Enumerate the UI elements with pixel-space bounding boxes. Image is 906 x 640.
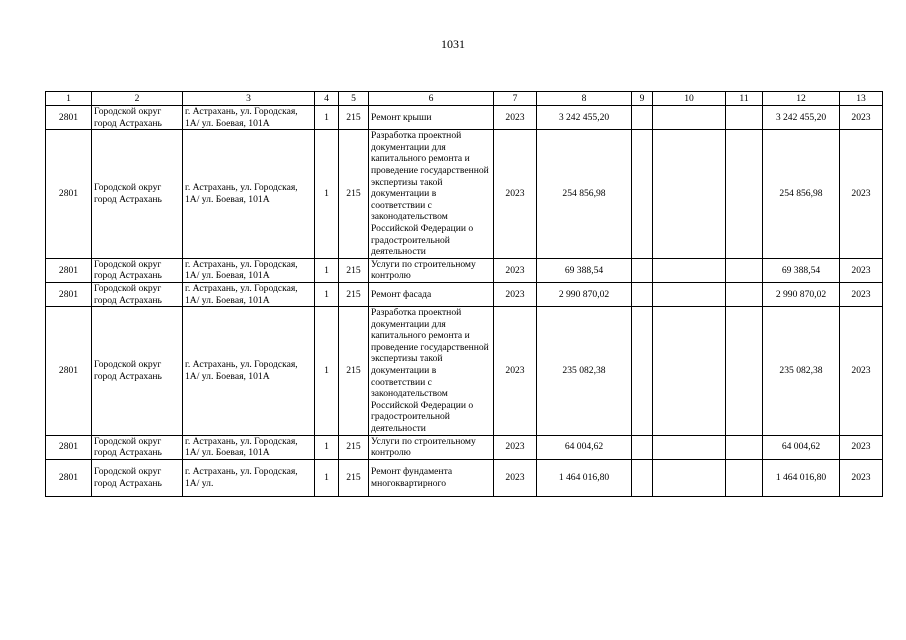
work-type-cell: Ремонт крыши — [369, 106, 494, 130]
completion-year-cell — [840, 459, 883, 496]
object-number-cell: 2801 — [46, 258, 92, 282]
object-number-cell-text: 2801 — [58, 472, 79, 484]
municipality-cell: Городской округ город Астрахань — [92, 282, 183, 306]
address-cell: г. Астрахань, ул. Городская, 1А/ ул. Боевая, 101А — [183, 435, 315, 459]
work-type-cell — [369, 459, 494, 496]
column-11-cell — [726, 258, 763, 282]
completion-year-cell: 2023 — [840, 258, 883, 282]
total-cost-cell: 64 004,62 — [537, 435, 632, 459]
funding-cell: 235 082,38 — [763, 307, 840, 436]
year-cell: 2023 — [494, 282, 537, 306]
column-11-cell — [726, 106, 763, 130]
column-10-cell — [653, 435, 726, 459]
municipality-cell: Городской округ город Астрахань — [92, 130, 183, 259]
table-row — [46, 435, 883, 459]
column-9-cell — [632, 106, 653, 130]
count-cell — [315, 459, 339, 496]
column-11-cell-text — [728, 460, 760, 496]
column-header: 2 — [92, 92, 183, 106]
column-11-cell — [726, 282, 763, 306]
address-cell-text: г. Астрахань, ул. Городская, 1А/ ул. — [185, 466, 298, 489]
completion-year-cell: 2023 — [840, 435, 883, 459]
column-header: 9 — [632, 92, 653, 106]
work-type-cell: Услуги по строительному контролю — [369, 435, 494, 459]
code-cell: 215 — [339, 258, 369, 282]
completion-year-cell-text: 2023 — [851, 472, 871, 484]
column-10-cell — [653, 106, 726, 130]
column-header: 5 — [339, 92, 369, 106]
funding-cell: 254 856,98 — [763, 130, 840, 259]
address-cell: г. Астрахань, ул. Городская, 1А/ ул. Боевая, 101А — [183, 106, 315, 130]
column-9-cell — [632, 435, 653, 459]
column-10-cell — [653, 459, 726, 496]
column-9-cell — [632, 130, 653, 259]
column-10-cell — [653, 258, 726, 282]
column-header: 6 — [369, 92, 494, 106]
column-11-cell — [726, 130, 763, 259]
column-header: 4 — [315, 92, 339, 106]
completion-year-cell: 2023 — [840, 106, 883, 130]
year-cell: 2023 — [494, 435, 537, 459]
funding-cell — [763, 459, 840, 496]
page-number: 1031 — [441, 37, 465, 51]
table-row — [46, 459, 883, 496]
table-row — [46, 130, 883, 259]
address-cell: г. Астрахань, ул. Городская, 1А/ ул. Боевая, 101А — [183, 258, 315, 282]
municipality-cell: Городской округ город Астрахань — [92, 258, 183, 282]
code-cell: 215 — [339, 130, 369, 259]
municipality-cell: Городской округ город Астрахань — [92, 307, 183, 436]
column-9-cell — [632, 282, 653, 306]
work-type-cell: Ремонт фасада — [369, 282, 494, 306]
total-cost-cell: 235 082,38 — [537, 307, 632, 436]
column-header: 13 — [840, 92, 883, 106]
municipality-cell — [92, 459, 183, 496]
column-header: 3 — [183, 92, 315, 106]
total-cost-cell: 254 856,98 — [537, 130, 632, 259]
column-10-cell-text — [655, 460, 723, 496]
object-number-cell: 2801 — [46, 307, 92, 436]
table-row — [46, 106, 883, 130]
year-cell: 2023 — [494, 258, 537, 282]
column-header: 1 — [46, 92, 92, 106]
completion-year-cell: 2023 — [840, 307, 883, 436]
column-header: 7 — [494, 92, 537, 106]
column-9-cell — [632, 258, 653, 282]
address-cell: г. Астрахань, ул. Городская, 1А/ ул. Боевая, 101А — [183, 282, 315, 306]
year-cell: 2023 — [494, 106, 537, 130]
address-cell — [183, 459, 315, 496]
total-cost-cell — [537, 459, 632, 496]
count-cell: 1 — [315, 435, 339, 459]
municipality-cell-text: Городской округ город Астрахань — [94, 466, 162, 489]
column-9-cell — [632, 307, 653, 436]
column-header: 8 — [537, 92, 632, 106]
count-cell: 1 — [315, 106, 339, 130]
funding-cell: 64 004,62 — [763, 435, 840, 459]
total-cost-cell: 3 242 455,20 — [537, 106, 632, 130]
column-9-cell-text — [634, 460, 650, 496]
municipality-cell: Городской округ город Астрахань — [92, 106, 183, 130]
column-11-cell — [726, 435, 763, 459]
work-type-cell-text: Ремонт фундамента многоквартирного — [371, 466, 453, 489]
year-cell: 2023 — [494, 307, 537, 436]
column-10-cell — [653, 130, 726, 259]
funding-cell: 2 990 870,02 — [763, 282, 840, 306]
object-number-cell: 2801 — [46, 282, 92, 306]
count-cell: 1 — [315, 282, 339, 306]
column-number-row — [46, 92, 883, 106]
work-type-cell: Услуги по строительному контролю — [369, 258, 494, 282]
address-cell: г. Астрахань, ул. Городская, 1А/ ул. Боевая, 101А — [183, 130, 315, 259]
code-cell-text: 215 — [346, 472, 361, 484]
count-cell-text: 1 — [324, 472, 329, 484]
column-9-cell — [632, 459, 653, 496]
year-cell — [494, 459, 537, 496]
column-11-cell — [726, 307, 763, 436]
completion-year-cell: 2023 — [840, 130, 883, 259]
total-cost-cell: 2 990 870,02 — [537, 282, 632, 306]
object-number-cell: 2801 — [46, 435, 92, 459]
code-cell: 215 — [339, 435, 369, 459]
code-cell: 215 — [339, 307, 369, 436]
address-cell: г. Астрахань, ул. Городская, 1А/ ул. Боевая, 101А — [183, 307, 315, 436]
completion-year-cell: 2023 — [840, 282, 883, 306]
count-cell: 1 — [315, 258, 339, 282]
column-10-cell — [653, 307, 726, 436]
work-type-cell: Разработка проектной документации для капитального ремонта и проведение государственной экспертизы такой документации в соответствии с законодательством Российской Федерации о градостроительной деятельности — [369, 307, 494, 436]
code-cell — [339, 459, 369, 496]
column-header: 12 — [763, 92, 840, 106]
municipality-cell: Городской округ город Астрахань — [92, 435, 183, 459]
table-body — [46, 92, 883, 497]
object-number-cell — [46, 459, 92, 496]
code-cell: 215 — [339, 106, 369, 130]
table-row — [46, 282, 883, 306]
object-number-cell: 2801 — [46, 106, 92, 130]
funding-cell-text: 1 464 016,80 — [775, 472, 827, 484]
repair-program-table — [45, 91, 883, 497]
total-cost-cell: 69 388,54 — [537, 258, 632, 282]
year-cell: 2023 — [494, 130, 537, 259]
count-cell: 1 — [315, 307, 339, 436]
year-cell-text: 2023 — [505, 472, 525, 484]
column-11-cell — [726, 459, 763, 496]
table-row — [46, 307, 883, 436]
table-row — [46, 258, 883, 282]
code-cell: 215 — [339, 282, 369, 306]
column-header: 11 — [726, 92, 763, 106]
funding-cell: 3 242 455,20 — [763, 106, 840, 130]
count-cell: 1 — [315, 130, 339, 259]
column-10-cell — [653, 282, 726, 306]
funding-cell: 69 388,54 — [763, 258, 840, 282]
work-type-cell: Разработка проектной документации для капитального ремонта и проведение государственной экспертизы такой документации в соответствии с законодательством Российской Федерации о градостроительной деятельности — [369, 130, 494, 259]
total-cost-cell-text: 1 464 016,80 — [558, 472, 610, 484]
object-number-cell: 2801 — [46, 130, 92, 259]
column-header: 10 — [653, 92, 726, 106]
